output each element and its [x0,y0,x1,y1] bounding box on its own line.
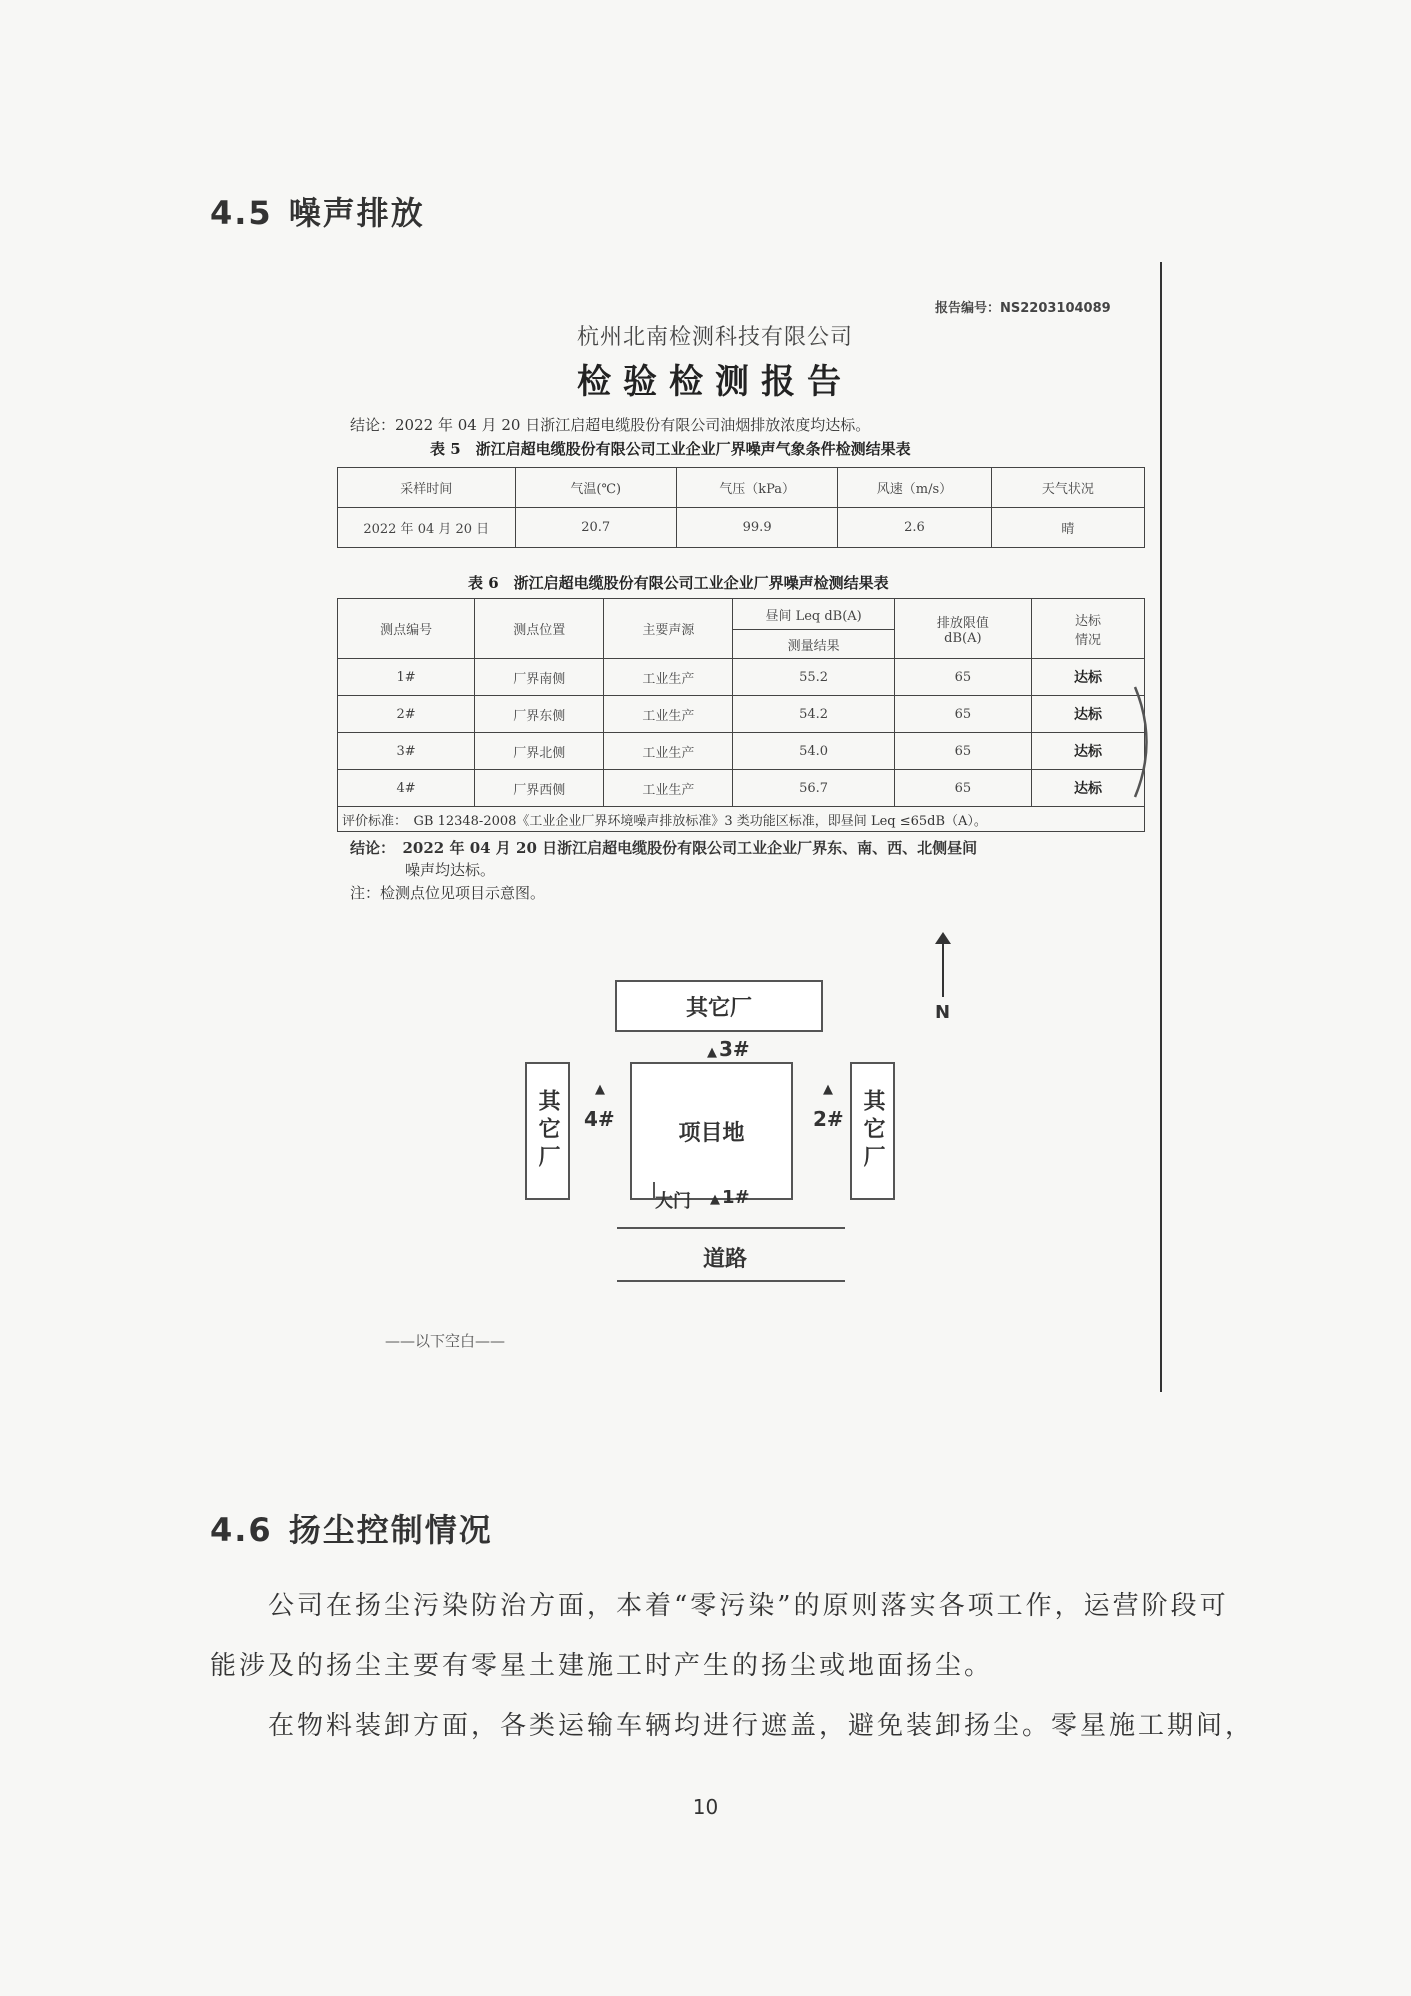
north-plant-label: 其它厂 [685,995,752,1021]
point-1 [710,1187,750,1208]
table-cell: 2.6 [838,508,991,548]
table-header [894,599,1031,659]
noise-conclusion-line1: 结论： 2022 年 04 月 20 日浙江启超电缆股份有限公司工业企业厂界东、南、西、北侧昼间 [350,839,978,857]
table-header-row [338,468,1145,508]
section-number: 4.6 [210,1511,273,1549]
test-report-scan [335,262,1170,1392]
table-cell: 99.9 [676,508,837,548]
section-4-5-heading [210,188,425,234]
table-cell: 达标 [1031,733,1144,770]
point-3 [707,1037,750,1061]
table-cell: 65 [894,696,1031,733]
project-site-box [630,1062,793,1200]
road-label: 道路 [703,1247,748,1272]
table-cell: 3# [338,733,475,770]
point-3-label: 3# [719,1037,750,1061]
point-2-label: 2# [813,1107,844,1131]
table-cell: 达标 [1031,770,1144,807]
table-header [1031,599,1144,659]
table-header: 测点位置 [475,599,604,659]
table-cell: 55.2 [733,659,894,696]
table-cell: 厂界西侧 [475,770,604,807]
table-cell: 工业生产 [604,659,733,696]
table5-caption: 表 5 浙江启超电缆股份有限公司工业企业厂界噪声气象条件检测结果表 [430,440,911,458]
page-number: 10 [692,1795,719,1819]
table-header: 气温(℃) [515,468,676,508]
weather-table [337,467,1145,548]
table-row [338,807,1145,832]
triangle-marker-icon: ▲ [823,1082,833,1097]
table-cell: 工业生产 [604,770,733,807]
table-cell: 65 [894,733,1031,770]
table-header: 主要声源 [604,599,733,659]
project-site-label: 项目地 [678,1120,745,1146]
road-line-bottom [617,1280,845,1282]
north-label: N [935,1002,951,1023]
section-4-6-heading [210,1505,493,1551]
east-plant-label: 其它厂 [860,1089,885,1173]
table-cell: 56.7 [733,770,894,807]
table-cell: 厂界南侧 [475,659,604,696]
table-header: 测点编号 [338,599,475,659]
east-plant-box [850,1062,895,1200]
table-cell: 达标 [1031,696,1144,733]
noise-table [337,598,1145,832]
limit-header-line1: 排放限值 [936,615,989,631]
pass-header-line2: 情况 [1074,632,1101,648]
table-row [338,659,1145,696]
triangle-marker-icon: ▲ [710,1192,720,1207]
table-cell: 4# [338,770,475,807]
table-cell: 晴 [991,508,1144,548]
table-header: 天气状况 [991,468,1144,508]
point-1-label: 1# [722,1187,750,1208]
table-cell: 20.7 [515,508,676,548]
table-header: 采样时间 [338,468,516,508]
section-title: 噪声排放 [288,194,425,232]
table-header: 风速（m/s） [838,468,991,508]
bracket-mark-icon [1130,682,1160,802]
point-4-label: 4# [584,1107,615,1131]
blank-marker: ——以下空白—— [385,1332,506,1350]
table-cell: 工业生产 [604,696,733,733]
table-header: 昼间 Leq dB(A) [733,599,894,630]
report-number: 报告编号：NS2203104089 [935,301,1111,316]
pass-header-line1: 达标 [1074,613,1101,629]
north-plant-box [615,980,823,1032]
table-cell: 厂界北侧 [475,733,604,770]
table-cell: 厂界东侧 [475,696,604,733]
noise-conclusion-line2: 噪声均达标。 [405,861,496,879]
limit-header-line2: dB(A) [944,630,982,646]
table-header: 气压（kPa） [676,468,837,508]
table-row [338,508,1145,548]
table-cell: 54.2 [733,696,894,733]
table-cell: 工业生产 [604,733,733,770]
west-plant-label: 其它厂 [535,1089,560,1173]
table-row [338,733,1145,770]
triangle-marker-icon: ▲ [707,1045,717,1060]
table-cell: 1# [338,659,475,696]
table-cell: 54.0 [733,733,894,770]
road-line-top [617,1227,845,1229]
north-arrow-icon [942,937,944,997]
paragraph-1-line-1: 公司在扬尘污染防治方面，本着“零污染”的原则落实各项工作，运营阶段可 [268,1591,1229,1621]
table-row [338,696,1145,733]
paragraph-2-line-1: 在物料装卸方面，各类运输车辆均进行遮盖，避免装卸扬尘。零星施工期间， [268,1711,1255,1741]
previous-conclusion: 结论：2022 年 04 月 20 日浙江启超电缆股份有限公司油烟排放浓度均达标。 [350,416,871,434]
table-header-row [338,599,1145,630]
section-title: 扬尘控制情况 [288,1511,493,1549]
table-cell: 达标 [1031,659,1144,696]
evaluation-standard: 评价标准： GB 12348-2008《工业企业厂界环境噪声排放标准》3 类功能区标准，即昼间 Leq ≤65dB（A）。 [338,807,1145,832]
triangle-marker-icon: ▲ [595,1082,605,1097]
table-row [338,770,1145,807]
gate-label: 大门 [655,1191,691,1212]
report-org: 杭州北南检测科技有限公司 [576,325,853,350]
table-cell: 65 [894,659,1031,696]
report-title: 检验检测报告 [577,362,853,402]
note: 注：检测点位见项目示意图。 [350,884,546,902]
west-plant-box [525,1062,570,1200]
section-number: 4.5 [210,194,273,232]
north-arrowhead-icon [935,932,951,944]
table-cell: 2# [338,696,475,733]
table-cell: 2022 年 04 月 20 日 [338,508,516,548]
table-header: 测量结果 [733,630,894,659]
table-cell: 65 [894,770,1031,807]
paragraph-1-line-2: 能涉及的扬尘主要有零星土建施工时产生的扬尘或地面扬尘。 [210,1651,994,1681]
table6-caption: 表 6 浙江启超电缆股份有限公司工业企业厂界噪声检测结果表 [468,574,889,592]
